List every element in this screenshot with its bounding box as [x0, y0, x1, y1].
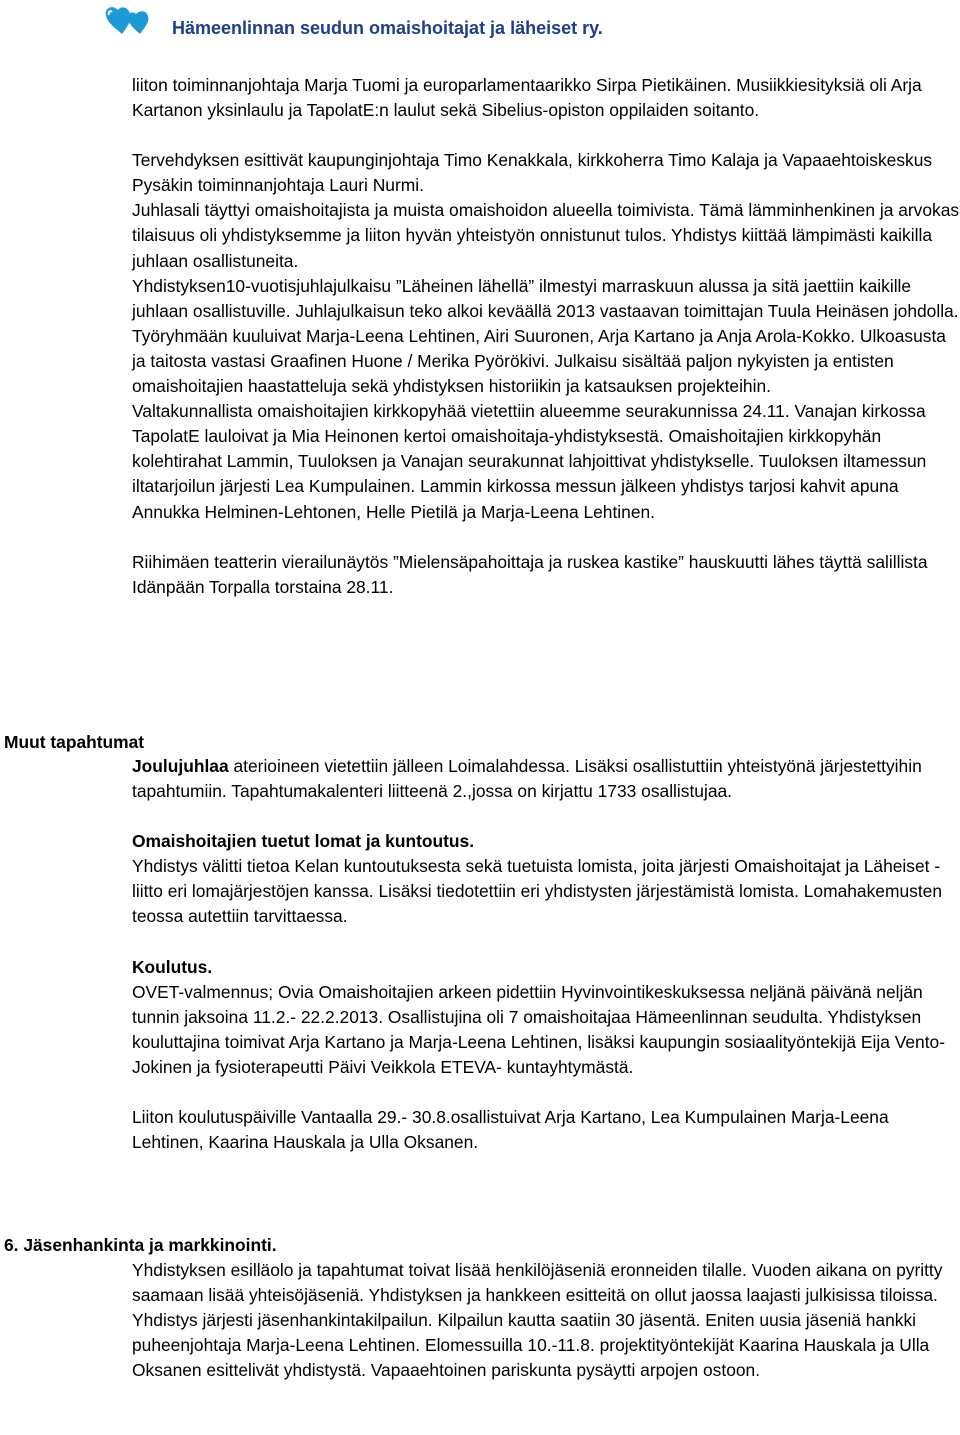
paragraph-publication: Yhdistyksen10-vuotisjuhlajulkaisu ”Läheinen lähellä” ilmestyi marraskuun alussa ja sitä jaettiin kaikille juhlaan osallistuville. Juhlajulkaisun teko alkoi keväällä 2013 vastaavan toimittajan Tuula Heinäsen johdolla. Työryhmään kuuluivat Marja-Leena Lehtinen, Airi Suuronen, Arja Kartano ja Anja Arola-Kokko. Ulkoasusta ja taitosta vastasi Graafinen Huone / Merika Pyörökivi. Julkaisu sisältää paljon nykyisten ja entisten omaishoitajien haastatteluja sekä yhdistyksen historiikin ja katsauksen projekteihin. [132, 275, 959, 397]
paragraph-kirkkopyha: Valtakunnallista omaishoitajien kirkkopyhää vietettiin alueemme seurakunnissa 24.11. Vanajan kirkossa TapolatE lauloivat ja Mia Heinonen kertoi omaishoitaja-yhdistyksestä. Omaishoitajien kirkkopyhän kolehtirahat Lammin, Tuuloksen ja Vanajan seurakunnat lahjoittivat yhdistykselle. Tuuloksen iltamessun iltatarjoilun järjesti Lea Kumpulainen. Lammin kirkossa messun jälkeen yhdistys tarjosi kahvit apuna Annukka Helminen-Lehtonen, Helle Pietilä ja Marja-Leena Lehtinen. [132, 401, 927, 522]
section-heading-6: 6. Jäsenhankinta ja markkinointi. [4, 1235, 277, 1255]
heart-logo-icon [104, 4, 152, 44]
paragraph-theatre: Riihimäen teatterin vierailunäytös ”Mielensäpahoittaja ja ruskea kastike” hauskuutti lähes täyttä salillista Idänpään Torpalla torstaina 28.11. [132, 551, 928, 597]
paragraph-jasenhankinta: Yhdistyksen esilläolo ja tapahtumat toivat lisää henkilöjäseniä eronneiden tilalle. Vuoden aikana on pyritty saamaan lisää yhteisöjäseniä. Yhdistyksen ja hankkeen esitteitä on ollut jaossa laajasti julkisissa tiloissa. Yhdistys järjesti jäsenhankintakilpailun. Kilpailun kautta saatiin 30 jäsentä. Eniten uusia jäseniä hankki puheenjohtaja Marja-Leena Lehtinen. Elomessuilla 10.-11.8. projektityöntekijät Kaarina Hauskala ja Ulla Oksanen esittelivät yhdistystä. Vapaaehtoinen pariskunta pysäytti arpojen ostoon. [132, 1260, 943, 1381]
joulujuhla-label: Joulujuhlaa [132, 756, 229, 776]
intro-section [132, 73, 960, 600]
paragraph-greetings: Tervehdyksen esittivät kaupunginjohtaja Timo Kenakkala, kirkkoherra Timo Kalaja ja Vapaaehtoiskeskus Pysäkin toiminnanjohtaja Lauri Nurmi. [132, 150, 933, 196]
paragraph-liitto-koulutus: Liiton koulutuspäiville Vantaalla 29.- 30.8.osallistuivat Arja Kartano, Lea Kumpulainen Marja-Leena Lehtinen, Kaarina Hauskala ja Ulla Oksanen. [132, 1107, 889, 1153]
muut-section [132, 754, 960, 1155]
section6-body [132, 1258, 960, 1383]
joulujuhla-text: aterioineen vietettiin jälleen Loimalahdessa. Lisäksi osallistuttiin yhteistyönä järjestettyihin tapahtumiin. Tapahtumakalenteri liitteenä 2.,jossa on kirjattu 1733 osallistujaa. [132, 756, 922, 802]
paragraph-koulutus: OVET-valmennus; Ovia Omaishoitajien arkeen pidettiin Hyvinvointikeskuksessa neljänä päivänä neljän tunnin jaksoina 11.2.- 22.2.2013. Osallistujina oli 7 omaishoitajaa Hämeenlinnan seudulta. Yhdistyksen kouluttajina toimivat Arja Kartano ja Marja-Leena Lehtinen, lisäksi kaupungin sosiaalityöntekijä Eija Vento-Jokinen ja fysioterapeutti Päivi Veikkola ETEVA- kuntayhtymästä. [132, 981, 946, 1077]
section-heading-muut: Muut tapahtumat [4, 732, 145, 752]
paragraph-juhlasali: Juhlasali täyttyi omaishoitajista ja muista omaishoidon alueella toimivista. Tämä lämminhenkinen ja arvokas tilaisuus oli yhdistyksemme ja liiton hyvän yhteistyön onnistunut tulos. Yhdistys kiittää lämpimästi kaikilla juhlaan osallistuneita. [132, 200, 960, 271]
org-name: Hämeenlinnan seudun omaishoitajat ja läheiset ry. [172, 18, 603, 38]
paragraph-joulujuhla [132, 754, 960, 804]
paragraph-juhla-guests: liiton toiminnanjohtaja Marja Tuomi ja europarlamentaarikko Sirpa Pietikäinen. Musiikkiesityksiä oli Arja Kartanon yksinlaulu ja TapolatE:n laulut sekä Sibelius-opiston oppilaiden soitanto. [132, 75, 922, 121]
paragraph-lomat: Yhdistys välitti tietoa Kelan kuntoutuksesta sekä tuetuista lomista, joita järjesti Omaishoitajat ja Läheiset -liitto eri lomajärjestöjen kanssa. Lisäksi tiedotettiin eri yhdistysten järjestämistä lomista. Lomahakemusten teossa autettiin tarvittaessa. [132, 856, 942, 927]
heading-lomat: Omaishoitajien tuetut lomat ja kuntoutus. [132, 831, 475, 852]
heading-koulutus: Koulutus. [132, 956, 213, 977]
